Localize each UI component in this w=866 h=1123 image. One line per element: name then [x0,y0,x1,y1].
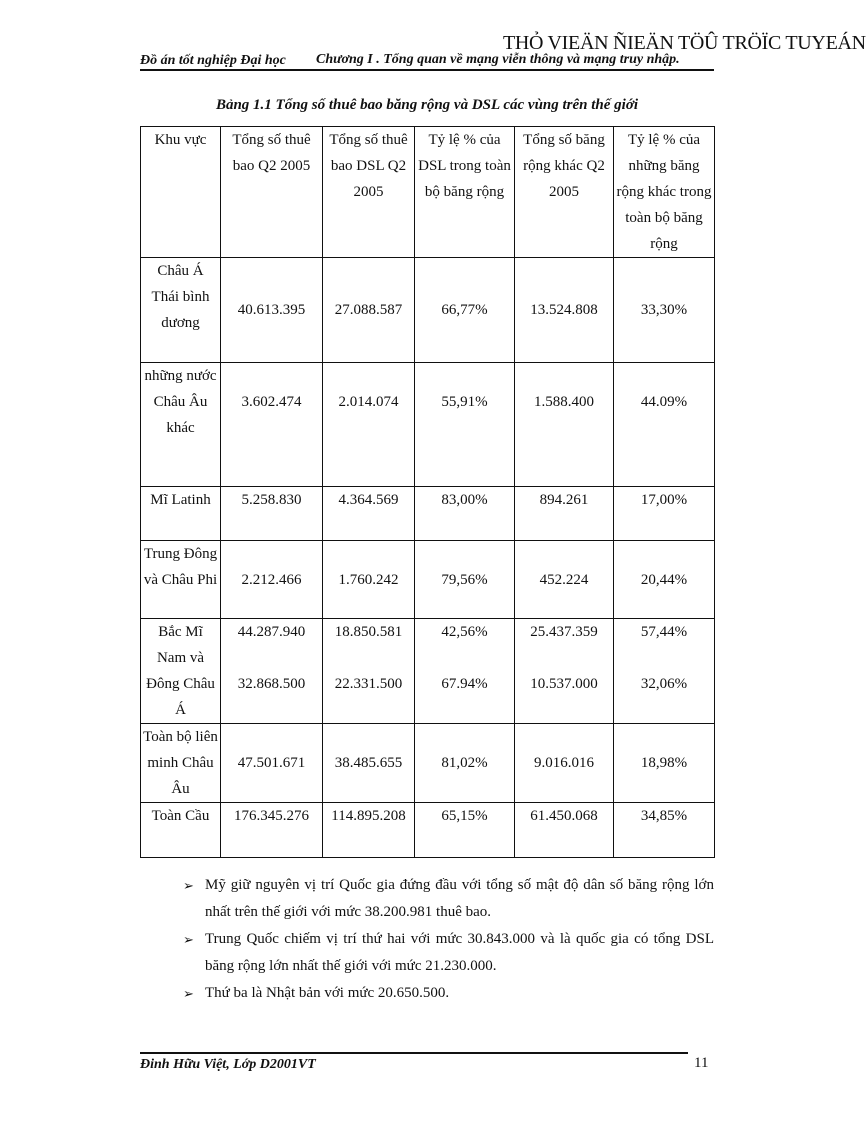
dsl-pct-cell [415,619,515,724]
total-cell: 176.345.276 [221,803,323,858]
col-header-region: Khu vực [141,127,221,258]
arrow-bullet-icon: ➢ [183,986,194,1001]
footer-author: Đinh Hữu Việt, Lớp D2001VT [140,1057,316,1072]
footer-rule [140,1052,688,1054]
region-cell: Trung Đông và Châu Phi [141,541,221,619]
broadband-table [140,126,715,858]
list-item [183,872,714,926]
table-row [141,541,715,619]
list-item [183,926,714,980]
region-cell: Châu Á Thái bình dương [141,258,221,363]
spacer [517,645,611,671]
total-cell: 3.602.474 [221,363,323,487]
arrow-bullet-icon: ➢ [183,878,194,893]
region-cell: Mĩ Latinh [141,487,221,541]
col-header-dsl: Tổng số thuê bao DSL Q2 2005 [323,127,415,258]
header-chapter-title: Chương I . Tổng quan về mạng viễn thông và mạng truy nhập. [316,52,680,67]
total-cell: 47.501.671 [221,724,323,803]
dsl-pct-cell: 66,77% [415,258,515,363]
total-value-1: 44.287.940 [237,624,306,640]
dsl-cell: 114.895.208 [323,803,415,858]
dsl-cell: 4.364.569 [323,487,415,541]
col-header-dsl-pct: Tỷ lệ % của DSL trong toàn bộ băng rộng [415,127,515,258]
other-pct-cell [614,619,715,724]
dsl-pct-value-1: 42,56% [441,624,488,640]
other-cell: 894.261 [515,487,614,541]
dsl-pct-cell: 65,15% [415,803,515,858]
bullet-list [183,872,714,1007]
total-value-2: 32.868.500 [237,676,306,692]
col-header-other-pct: Tỷ lệ % của những băng rộng khác trong toàn bộ băng rộng [614,127,715,258]
dsl-cell: 1.760.242 [323,541,415,619]
table-caption: Bảng 1.1 Tổng số thuê bao băng rộng và DSL các vùng trên thế giới [215,97,639,113]
table-row [141,258,715,363]
dsl-pct-cell: 79,56% [415,541,515,619]
other-cell [515,619,614,724]
dsl-pct-cell: 55,91% [415,363,515,487]
dsl-value-2: 22.331.500 [334,676,403,692]
dsl-cell [323,619,415,724]
other-pct-value-2: 32,06% [640,676,688,692]
header-rule [140,69,714,71]
total-cell: 2.212.466 [221,541,323,619]
table-row [141,724,715,803]
table-row [141,487,715,541]
dsl-cell: 27.088.587 [323,258,415,363]
other-value-2: 10.537.000 [530,676,598,692]
other-pct-cell: 17,00% [614,487,715,541]
col-header-total: Tổng số thuê bao Q2 2005 [221,127,323,258]
total-cell: 40.613.395 [221,258,323,363]
other-value-1: 25.437.359 [530,624,598,640]
other-cell: 13.524.808 [515,258,614,363]
region-cell: Toàn Cầu [141,803,221,858]
table-row [141,619,715,724]
table-row [141,363,715,487]
dsl-pct-cell: 81,02% [415,724,515,803]
other-pct-cell: 18,98% [614,724,715,803]
spacer [223,645,320,671]
region-cell: những nước Châu Âu khác [141,363,221,487]
other-cell: 452.224 [515,541,614,619]
table-header-row [141,127,715,258]
other-cell: 9.016.016 [515,724,614,803]
dsl-value-1: 18.850.581 [334,624,403,640]
page-number: 11 [694,1055,709,1071]
other-cell: 1.588.400 [515,363,614,487]
dsl-cell: 38.485.655 [323,724,415,803]
other-cell: 61.450.068 [515,803,614,858]
total-cell: 5.258.830 [221,487,323,541]
list-item-text: Mỹ giữ nguyên vị trí Quốc gia đứng đầu với tổng số mật độ dân số băng rộng lớn nhất trên thế giới với mức 38.200.981 thuê bao. [205,877,714,920]
other-pct-cell: 33,30% [614,258,715,363]
spacer [616,645,712,671]
dsl-pct-value-2: 67.94% [441,676,488,692]
col-header-other: Tổng số băng rộng khác Q2 2005 [515,127,614,258]
region-cell: Toàn bộ liên minh Châu Âu [141,724,221,803]
table-row [141,803,715,858]
library-watermark: THỎ VIEÄN ÑIEÄN TÖÛ TRÖÏC TUYEÁN [503,32,866,54]
region-cell: Bắc Mĩ Nam và Đông Châu Á [141,619,221,724]
other-pct-cell: 34,85% [614,803,715,858]
dsl-pct-cell: 83,00% [415,487,515,541]
dsl-cell: 2.014.074 [323,363,415,487]
other-pct-value-1: 57,44% [640,624,688,640]
other-pct-cell: 44.09% [614,363,715,487]
arrow-bullet-icon: ➢ [183,932,194,947]
total-cell [221,619,323,724]
list-item [183,980,714,1007]
list-item-text: Thứ ba là Nhật bản với mức 20.650.500. [205,985,450,1001]
spacer [325,645,412,671]
list-item-text: Trung Quốc chiếm vị trí thứ hai với mức 30.843.000 và là quốc gia có tổng DSL băng rộng lớn nhất thế giới với mức 21.230.000. [205,931,714,974]
header-thesis-title: Đồ án tốt nghiệp Đại học [140,53,286,68]
spacer [417,645,512,671]
other-pct-cell: 20,44% [614,541,715,619]
